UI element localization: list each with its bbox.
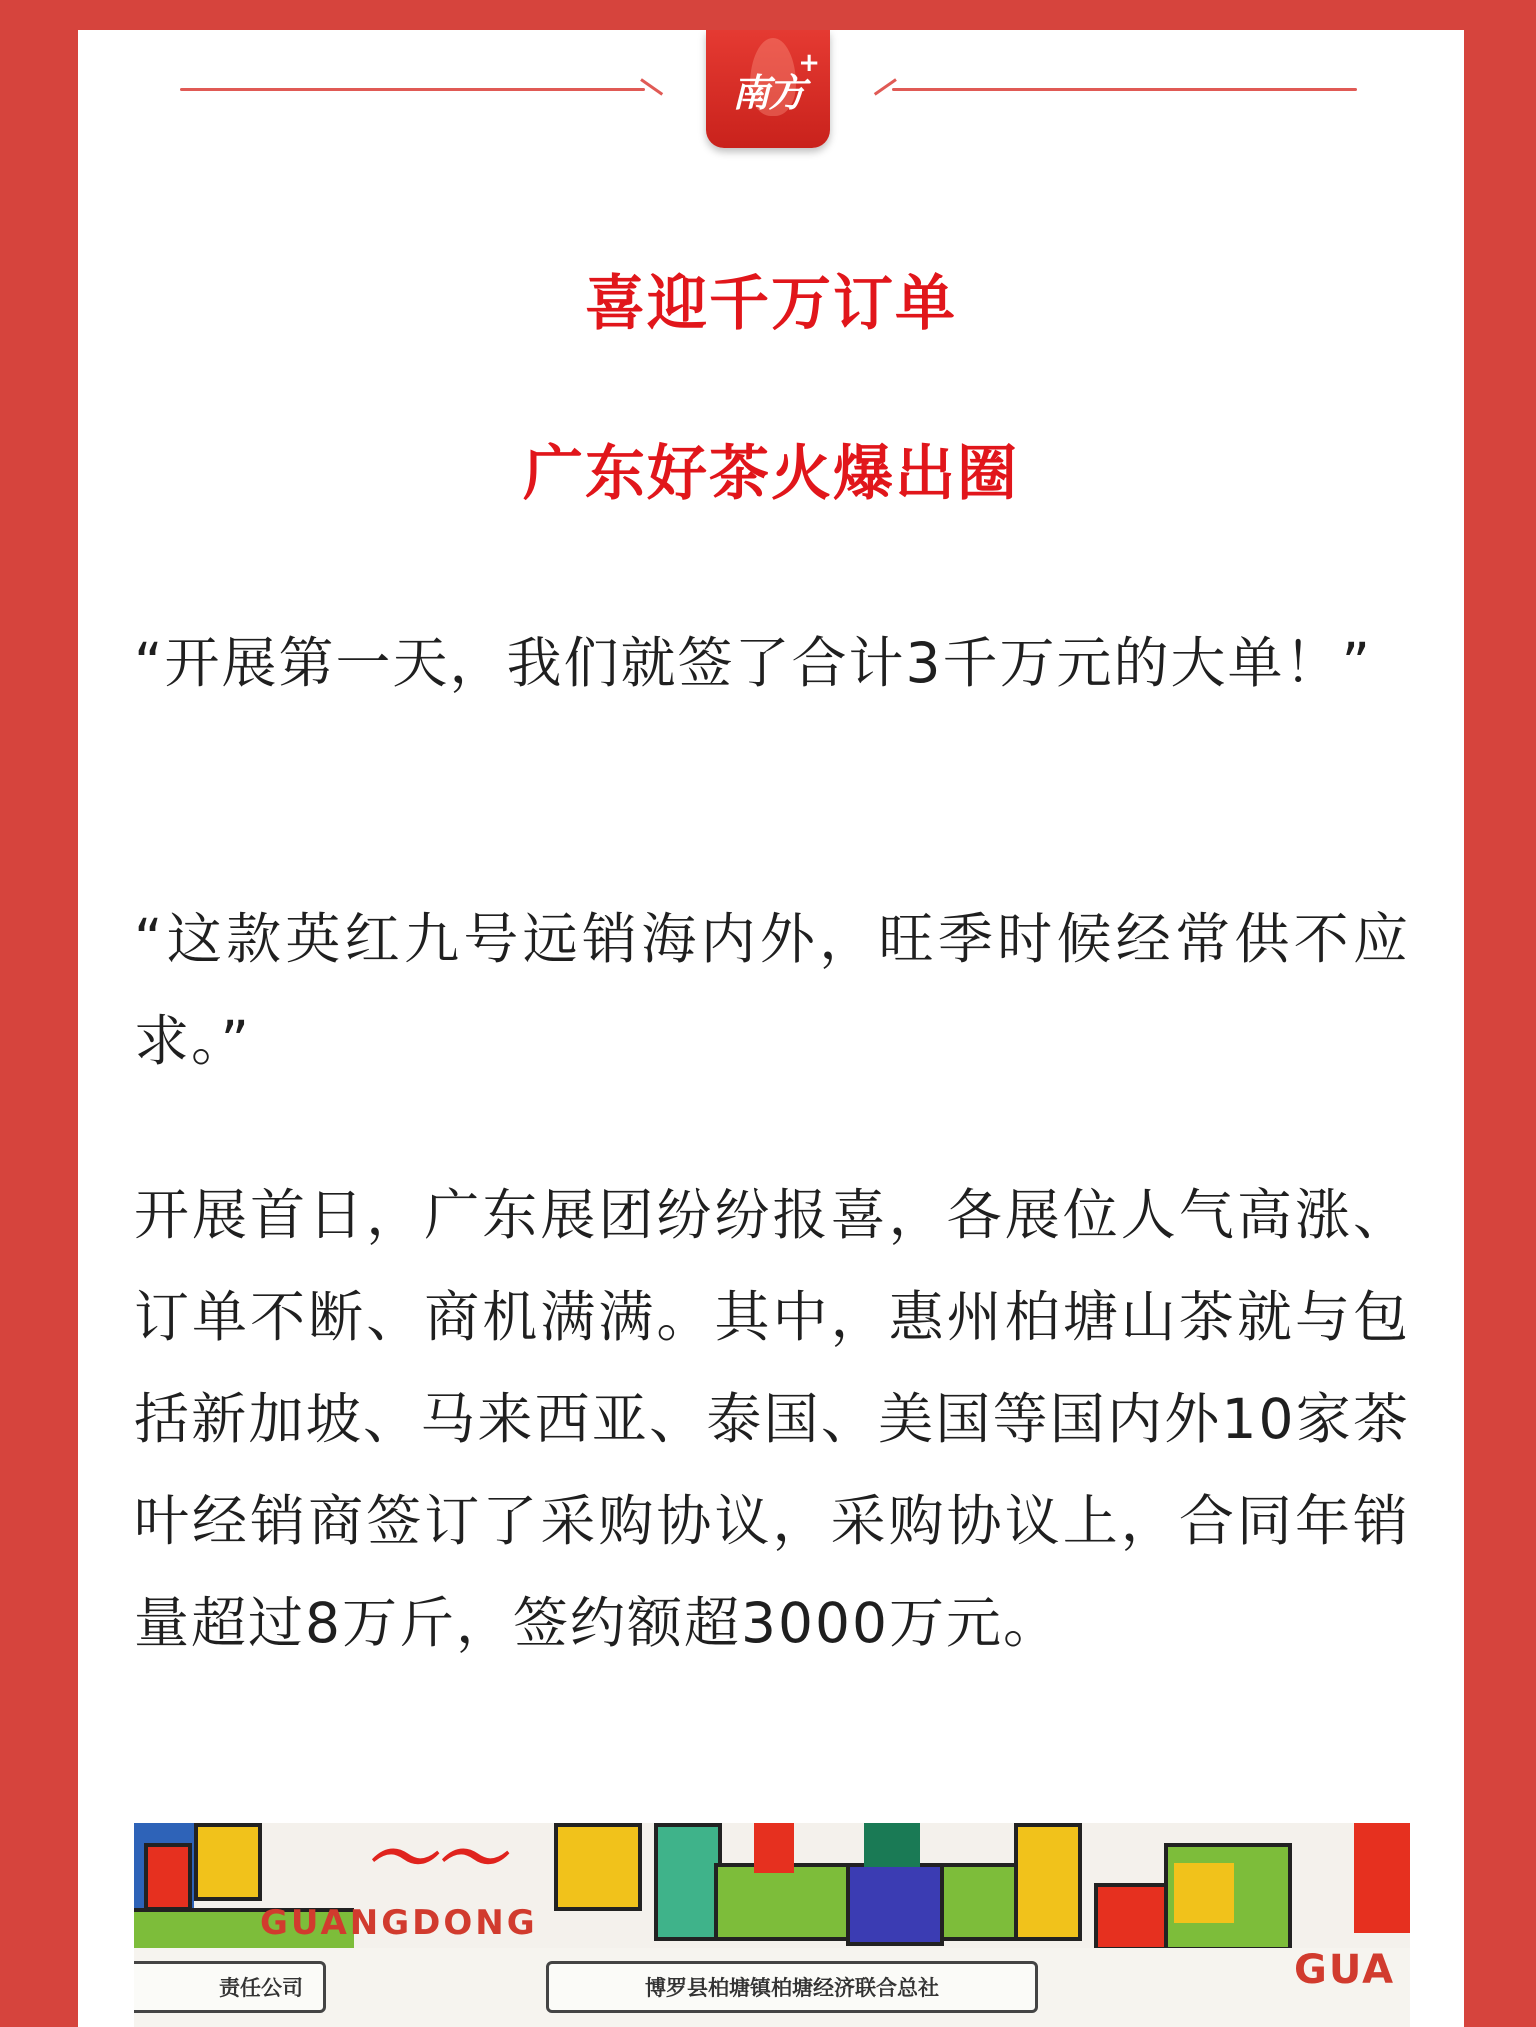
photo-tile <box>654 1823 722 1941</box>
exhibition-photo <box>134 1823 1410 2027</box>
article-card <box>78 30 1464 2027</box>
photo-tile <box>864 1823 920 1867</box>
photo-tile <box>1174 1863 1234 1923</box>
logo-text: 南方 <box>731 69 804 115</box>
photo-tile <box>554 1823 642 1911</box>
body-paragraph: 开展首日，广东展团纷纷报喜，各展位人气高涨、订单不断、商机满满。其中，惠州柏塘山茶就与包括新加坡、马来西亚、泰国、美国等国内外10家茶叶经销商签订了采购协议，采购协议上，合同年销量超过8万斤，签约额超3000万元。 <box>134 1183 1410 1655</box>
logo-plus: + <box>798 48 820 78</box>
photo-calligraphy: 〜〜 <box>364 1823 504 1900</box>
headline-line-2: 广东好茶火爆出圈 <box>523 439 1019 509</box>
photo-banner-left: 责任公司 <box>134 1961 326 2013</box>
header-divider-left <box>180 88 645 91</box>
photo-tile <box>194 1823 262 1901</box>
quote-paragraph-2: “这款英红九号远销海内外，旺季时候经常供不应求。” <box>134 907 1410 1073</box>
photo-sign-gua: GUA <box>1294 1947 1396 1993</box>
photo-sign-guangdong: GUANGDONG <box>260 1903 538 1943</box>
headline-line-1: 喜迎千万订单 <box>585 269 957 339</box>
nanfang-plus-logo <box>706 30 830 148</box>
photo-banner-center: 博罗县柏塘镇柏塘经济联合总社 <box>546 1961 1038 2013</box>
photo-tile <box>1354 1823 1410 1933</box>
photo-tile <box>1094 1883 1172 1951</box>
photo-tile <box>846 1863 944 1946</box>
quote-paragraph-1: “开展第一天，我们就签了合计3千万元的大单！” <box>134 631 1372 695</box>
header-divider-right <box>892 88 1357 91</box>
photo-tile <box>754 1823 794 1873</box>
photo-tile <box>1014 1823 1082 1941</box>
photo-tile <box>144 1843 192 1911</box>
